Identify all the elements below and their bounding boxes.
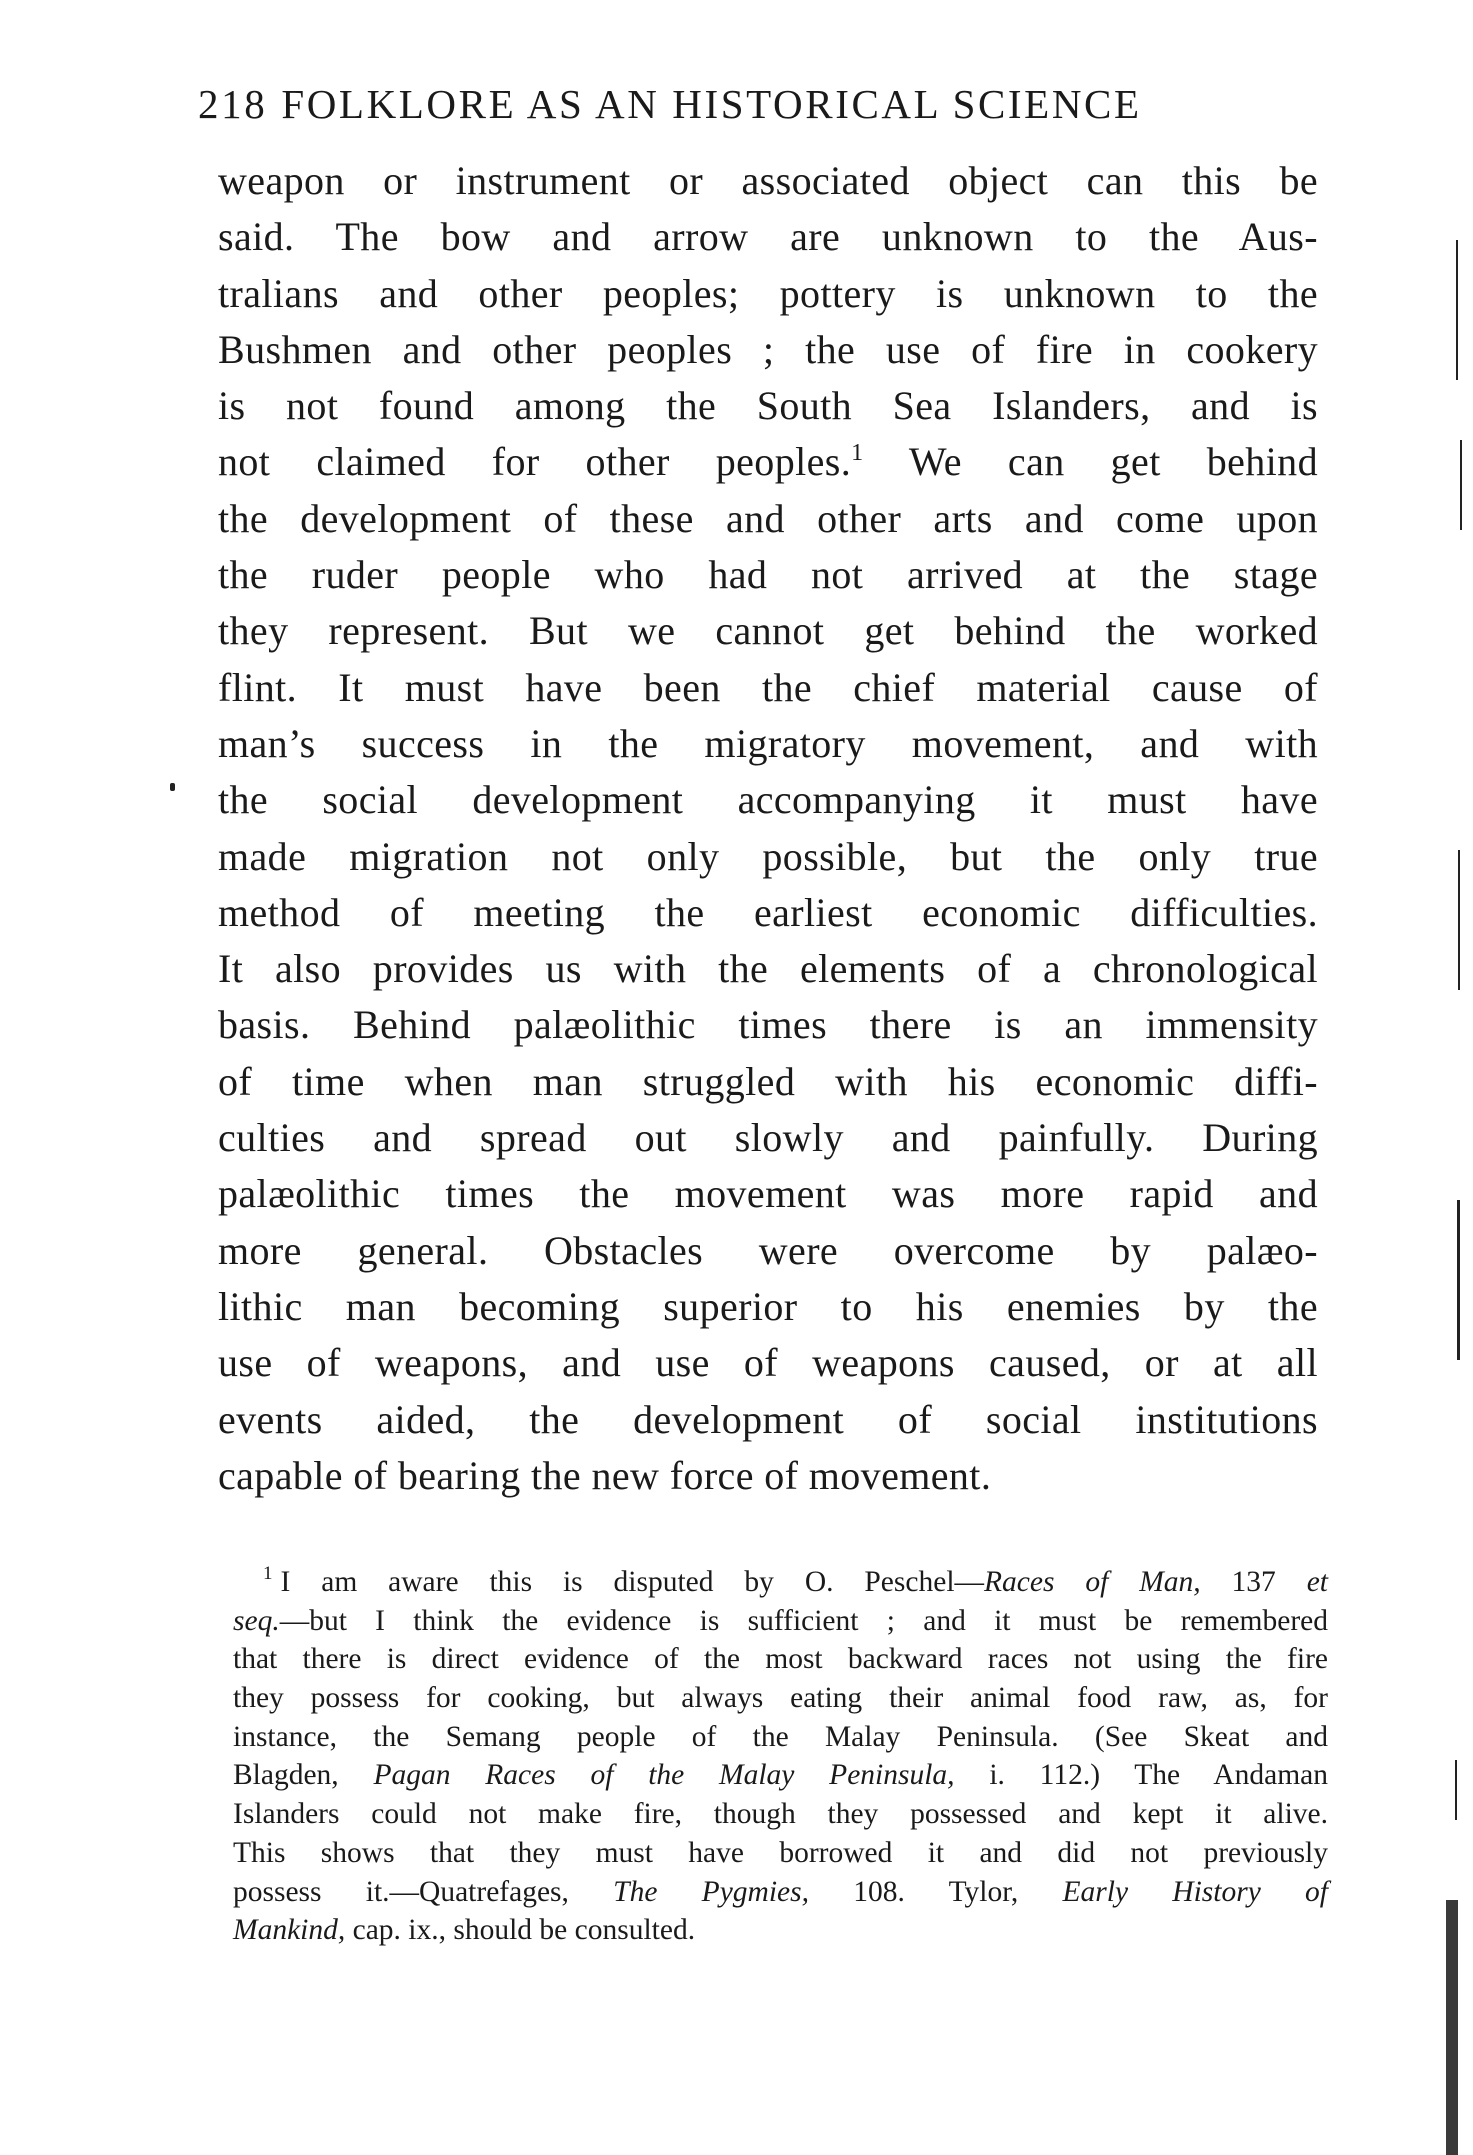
body-line: use of weapons, and use of weapons caused, or at all <box>218 1340 1318 1386</box>
footnote-title: Mankind, <box>233 1914 346 1947</box>
body-line: method of meeting the earliest economic difficulties. <box>218 889 1318 935</box>
footnote-line <box>233 1756 1328 1795</box>
footnote-line <box>233 1602 1328 1641</box>
body-line: they represent. But we cannot get behind the worked <box>218 608 1318 654</box>
body-line-with-footnote-ref <box>218 434 1318 490</box>
footnote-text: i. 112.) The Andaman <box>954 1759 1328 1792</box>
body-line: the social development accompanying it must have <box>218 777 1318 823</box>
footnote-line: Islanders could not make fire, though they possessed and kept it alive. <box>233 1798 1328 1831</box>
scan-edge-mark <box>1455 1760 1457 1820</box>
body-line-segment: We can get behind <box>908 439 1318 485</box>
footnote-text: Blagden, <box>233 1759 374 1792</box>
footnote-italic: et <box>1306 1566 1328 1598</box>
body-line: the ruder people who had not arrived at the stage <box>218 552 1318 598</box>
footnote-text: 137 <box>1200 1566 1307 1598</box>
footnote-line: instance, the Semang people of the Malay Peninsula. (See Skeat and <box>233 1720 1328 1753</box>
running-title: FOLKLORE AS AN HISTORICAL SCIENCE <box>281 81 1142 127</box>
footnote <box>233 1563 1328 1950</box>
footnote-line <box>233 1911 1328 1950</box>
body-line: flint. It must have been the chief material cause of <box>218 664 1318 710</box>
scan-edge-mark <box>1456 240 1458 380</box>
footnote-text: I am aware this is disputed by O. Peschel— <box>280 1566 985 1598</box>
footnote-italic: seq. <box>233 1604 280 1637</box>
stray-ink-mark <box>170 783 175 791</box>
body-line: culties and spread out slowly and painfully. During <box>218 1115 1318 1161</box>
running-head <box>198 81 1243 127</box>
scan-edge-mark <box>1446 1900 1458 2155</box>
footnote-line <box>233 1563 1328 1602</box>
footnote-title: Pagan Races of the Malay Peninsula, <box>373 1759 955 1792</box>
footnote-text: —but I think the evidence is sufficient ; and it must be remembered <box>279 1604 1328 1637</box>
footnote-marker: 1 <box>263 1563 273 1584</box>
body-line: tralians and other peoples; pottery is unknown to the <box>218 270 1318 316</box>
body-line: weapon or instrument or associated object can this be <box>218 158 1318 203</box>
footnote-title: Races of Man, <box>984 1566 1201 1598</box>
body-line: of time when man struggled with his economic diffi- <box>218 1058 1318 1104</box>
footnote-line: that there is direct evidence of the most backward races not using the fire <box>233 1643 1328 1676</box>
body-line: man’s success in the migratory movement, and with <box>218 720 1318 766</box>
body-line: events aided, the development of social institutions <box>218 1396 1318 1442</box>
body-line: is not found among the South Sea Islanders, and is <box>218 383 1318 429</box>
body-line: basis. Behind palæolithic times there is an immensity <box>218 1002 1318 1048</box>
scan-edge-mark <box>1457 1200 1460 1360</box>
footnote-text: cap. ix., should be consulted. <box>345 1914 696 1947</box>
footnote-line: they possess for cooking, but always eating their animal food raw, as, for <box>233 1682 1328 1715</box>
body-line: the development of these and other arts and come upon <box>218 495 1318 541</box>
body-line: made migration not only possible, but the only true <box>218 833 1318 879</box>
footnote-text: 108. Tylor, <box>808 1875 1063 1908</box>
body-line: lithic man becoming superior to his enemies by the <box>218 1283 1318 1329</box>
footnote-line: This shows that they must have borrowed it and did not previously <box>233 1836 1328 1869</box>
page-number: 218 <box>198 81 268 127</box>
body-line: more general. Obstacles were overcome by palæo- <box>218 1227 1318 1273</box>
footnote-title: The Pygmies, <box>613 1875 809 1908</box>
body-line: Bushmen and other peoples ; the use of fire in cookery <box>218 326 1318 372</box>
body-line: palæolithic times the movement was more rapid and <box>218 1171 1318 1217</box>
body-text <box>218 153 1318 1504</box>
body-line: said. The bow and arrow are unknown to the Aus- <box>218 214 1318 260</box>
scan-edge-mark <box>1460 440 1462 530</box>
footnote-text: possess it.—Quatrefages, <box>233 1875 614 1908</box>
scan-edge-mark <box>1458 850 1460 990</box>
body-line: It also provides us with the elements of a chronological <box>218 946 1318 992</box>
footnote-reference[interactable]: 1 <box>851 440 864 467</box>
footnote-line <box>233 1873 1328 1912</box>
body-line-segment: not claimed for other peoples. <box>218 439 852 485</box>
footnote-title: Early History of <box>1062 1875 1328 1908</box>
body-line: capable of bearing the new force of movement. <box>218 1452 992 1498</box>
